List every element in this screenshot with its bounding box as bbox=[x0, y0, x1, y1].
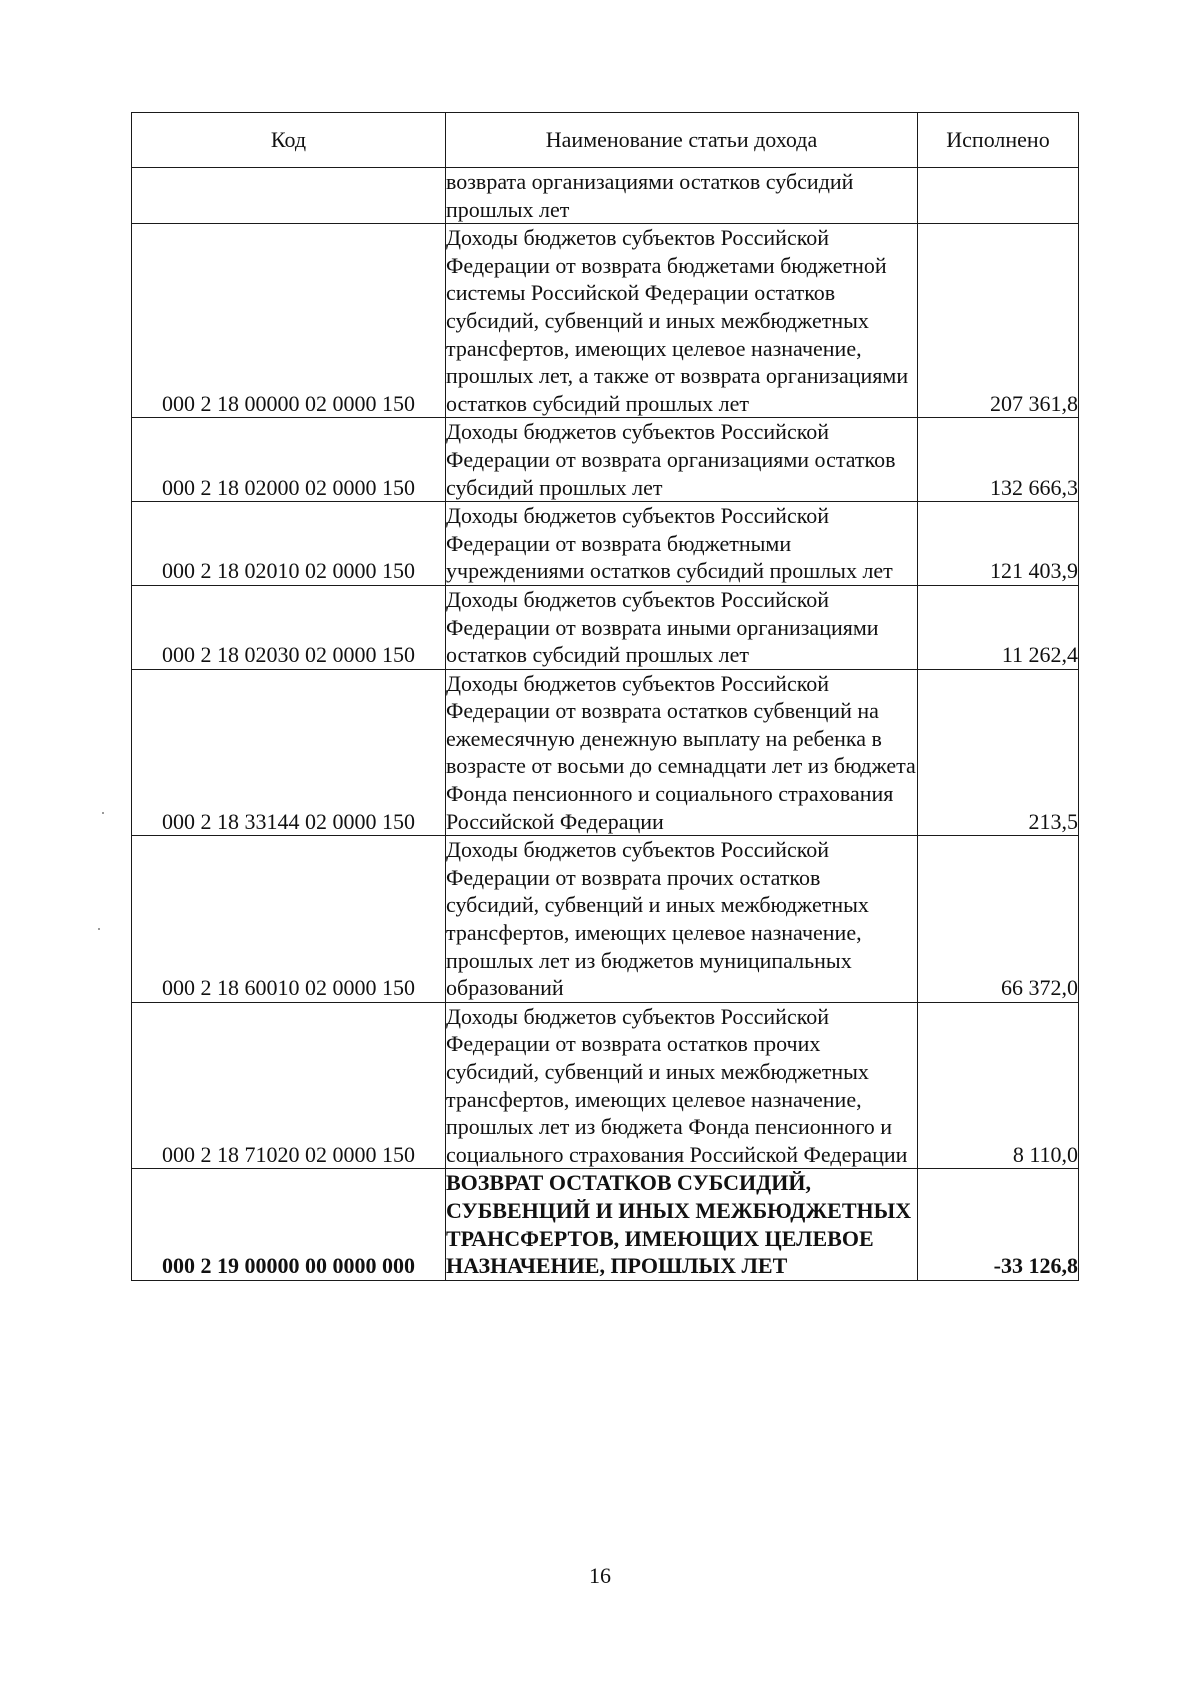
cell-executed bbox=[918, 168, 1079, 224]
cell-executed: 132 666,3 bbox=[918, 418, 1079, 502]
cell-code: 000 2 18 02030 02 0000 150 bbox=[132, 585, 446, 669]
header-executed: Исполнено bbox=[918, 113, 1079, 168]
cell-code: 000 2 18 00000 02 0000 150 bbox=[132, 224, 446, 418]
scan-speck bbox=[98, 928, 100, 930]
header-code: Код bbox=[132, 113, 446, 168]
cell-executed: 207 361,8 bbox=[918, 224, 1079, 418]
table-row bbox=[132, 1002, 1079, 1169]
cell-code: 000 2 18 33144 02 0000 150 bbox=[132, 669, 446, 836]
table-row bbox=[132, 585, 1079, 669]
cell-name: Доходы бюджетов субъектов Российской Федерации от возврата бюджетными учреждениями остатков субсидий прошлых лет bbox=[446, 502, 918, 586]
table-row bbox=[132, 836, 1079, 1003]
table-row bbox=[132, 418, 1079, 502]
header-income-item-name: Наименование статьи дохода bbox=[446, 113, 918, 168]
table-row bbox=[132, 168, 1079, 224]
table-row bbox=[132, 502, 1079, 586]
cell-executed: 213,5 bbox=[918, 669, 1079, 836]
table-header-row bbox=[132, 113, 1079, 168]
cell-name: Доходы бюджетов субъектов Российской Федерации от возврата остатков субвенций на ежемесячную денежную выплату на ребенка в возрасте от восьми до семнадцати лет из бюджета Фонда пенсионного и социального страхования Российской Федерации bbox=[446, 669, 918, 836]
cell-executed: 121 403,9 bbox=[918, 502, 1079, 586]
scan-speck bbox=[102, 812, 104, 814]
cell-name: Доходы бюджетов субъектов Российской Федерации от возврата бюджетами бюджетной системы Российской Федерации остатков субсидий, субвенций и иных межбюджетных трансфертов, имеющих целевое назначение, прошлых лет, а также от возврата организациями остатков субсидий прошлых лет bbox=[446, 224, 918, 418]
cell-executed: 66 372,0 bbox=[918, 836, 1079, 1003]
table-row-total bbox=[132, 1169, 1079, 1280]
cell-name: Доходы бюджетов субъектов Российской Федерации от возврата прочих остатков субсидий, субвенций и иных межбюджетных трансфертов, имеющих целевое назначение, прошлых лет из бюджетов муниципальных образований bbox=[446, 836, 918, 1003]
cell-name: Доходы бюджетов субъектов Российской Федерации от возврата иными организациями остатков субсидий прошлых лет bbox=[446, 585, 918, 669]
cell-code: 000 2 18 71020 02 0000 150 bbox=[132, 1002, 446, 1169]
cell-executed: 11 262,4 bbox=[918, 585, 1079, 669]
cell-name: ВОЗВРАТ ОСТАТКОВ СУБСИДИЙ, СУБВЕНЦИЙ И ИНЫХ МЕЖБЮДЖЕТНЫХ ТРАНСФЕРТОВ, ИМЕЮЩИХ ЦЕЛЕВОЕ НАЗНАЧЕНИЕ, ПРОШЛЫХ ЛЕТ bbox=[446, 1169, 918, 1280]
cell-name: Доходы бюджетов субъектов Российской Федерации от возврата организациями остатков субсидий прошлых лет bbox=[446, 418, 918, 502]
income-table bbox=[131, 112, 1079, 1281]
cell-code: 000 2 18 02000 02 0000 150 bbox=[132, 418, 446, 502]
table-row bbox=[132, 669, 1079, 836]
cell-executed: -33 126,8 bbox=[918, 1169, 1079, 1280]
cell-code: 000 2 19 00000 00 0000 000 bbox=[132, 1169, 446, 1280]
cell-code: 000 2 18 02010 02 0000 150 bbox=[132, 502, 446, 586]
table-row bbox=[132, 224, 1079, 418]
cell-executed: 8 110,0 bbox=[918, 1002, 1079, 1169]
cell-name: Доходы бюджетов субъектов Российской Федерации от возврата остатков прочих субсидий, субвенций и иных межбюджетных трансфертов, имеющих целевое назначение, прошлых лет из бюджета Фонда пенсионного и социального страхования Российской Федерации bbox=[446, 1002, 918, 1169]
page-number: 16 bbox=[589, 1563, 611, 1588]
cell-name: возврата организациями остатков субсидий прошлых лет bbox=[446, 168, 918, 224]
cell-code: 000 2 18 60010 02 0000 150 bbox=[132, 836, 446, 1003]
cell-code bbox=[132, 168, 446, 224]
